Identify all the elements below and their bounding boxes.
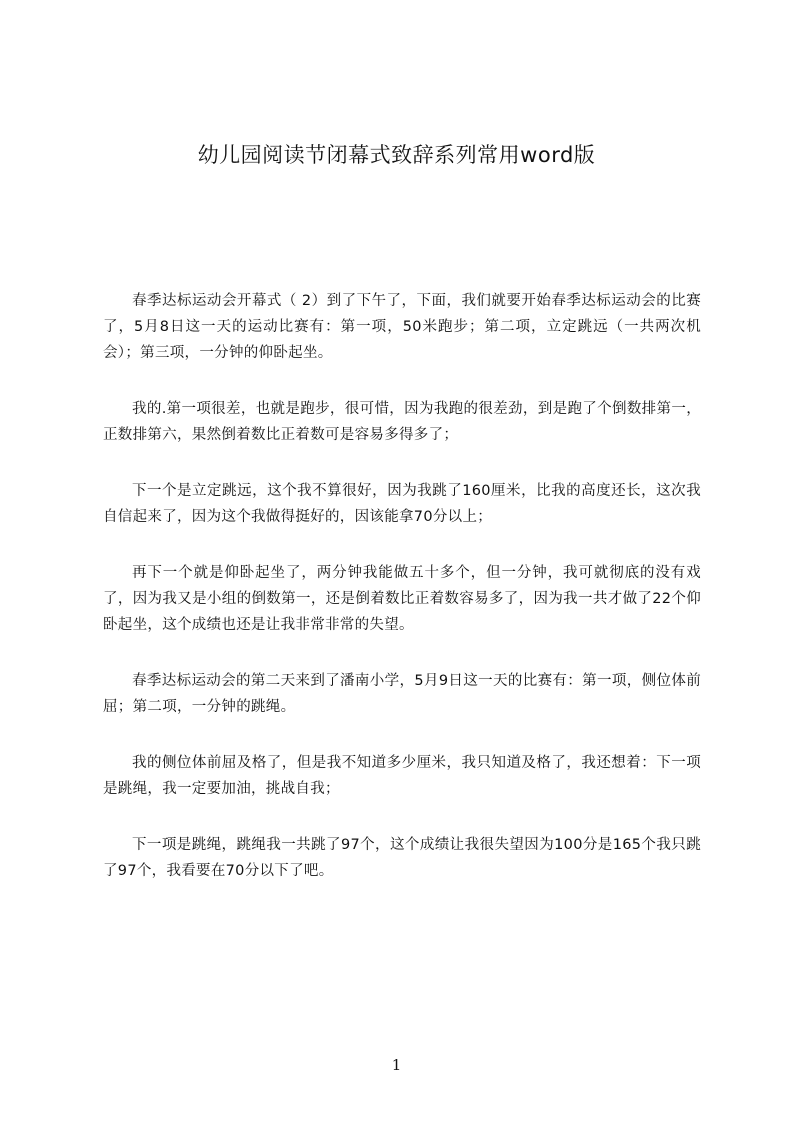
paragraph-6: 我的侧位体前屈及格了，但是我不知道多少厘米，我只知道及格了，我还想着：下一项是跳绳，我一定要加油，挑战自我； <box>103 755 701 797</box>
paragraph-3: 下一个是立定跳远，这个我不算很好，因为我跳了160厘米，比我的高度还长，这次我自信起来了，因为这个我做得挺好的，因该能拿70分以上； <box>103 483 701 525</box>
page-number: 1 <box>391 1056 402 1074</box>
paragraph-4: 再下一个就是仰卧起坐了，两分钟我能做五十多个，但一分钟，我可就彻底的没有戏了，因为我又是小组的倒数第一，还是倒着数比正着数容易多了，因为我一共才做了22个仰卧起坐，这个成绩也还是让我非常非常的失望。 <box>103 565 701 633</box>
document-title: 幼儿园阅读节闭幕式致辞系列常用word版 <box>197 143 596 167</box>
paragraph-7: 下一项是跳绳，跳绳我一共跳了97个，这个成绩让我很失望因为100分是165个我只跳了97个，我看要在70分以下了吧。 <box>103 837 701 879</box>
paragraph-5: 春季达标运动会的第二天来到了潘南小学，5月9日这一天的比赛有：第一项，侧位体前屈；第二项，一分钟的跳绳。 <box>103 673 701 715</box>
paragraph-1: 春季达标运动会开幕式（ 2）到了下午了，下面，我们就要开始春季达标运动会的比赛了，5月8日这一天的运动比赛有：第一项，50米跑步；第二项，立定跳远（一共两次机会）；第三项，一分钟的仰卧起坐。 <box>103 293 701 361</box>
paragraph-2: 我的.第一项很差，也就是跑步，很可惜，因为我跑的很差劲，到是跑了个倒数排第一，正数排第六，果然倒着数比正着数可是容易多得多了； <box>103 401 701 443</box>
document-body <box>103 288 701 914</box>
